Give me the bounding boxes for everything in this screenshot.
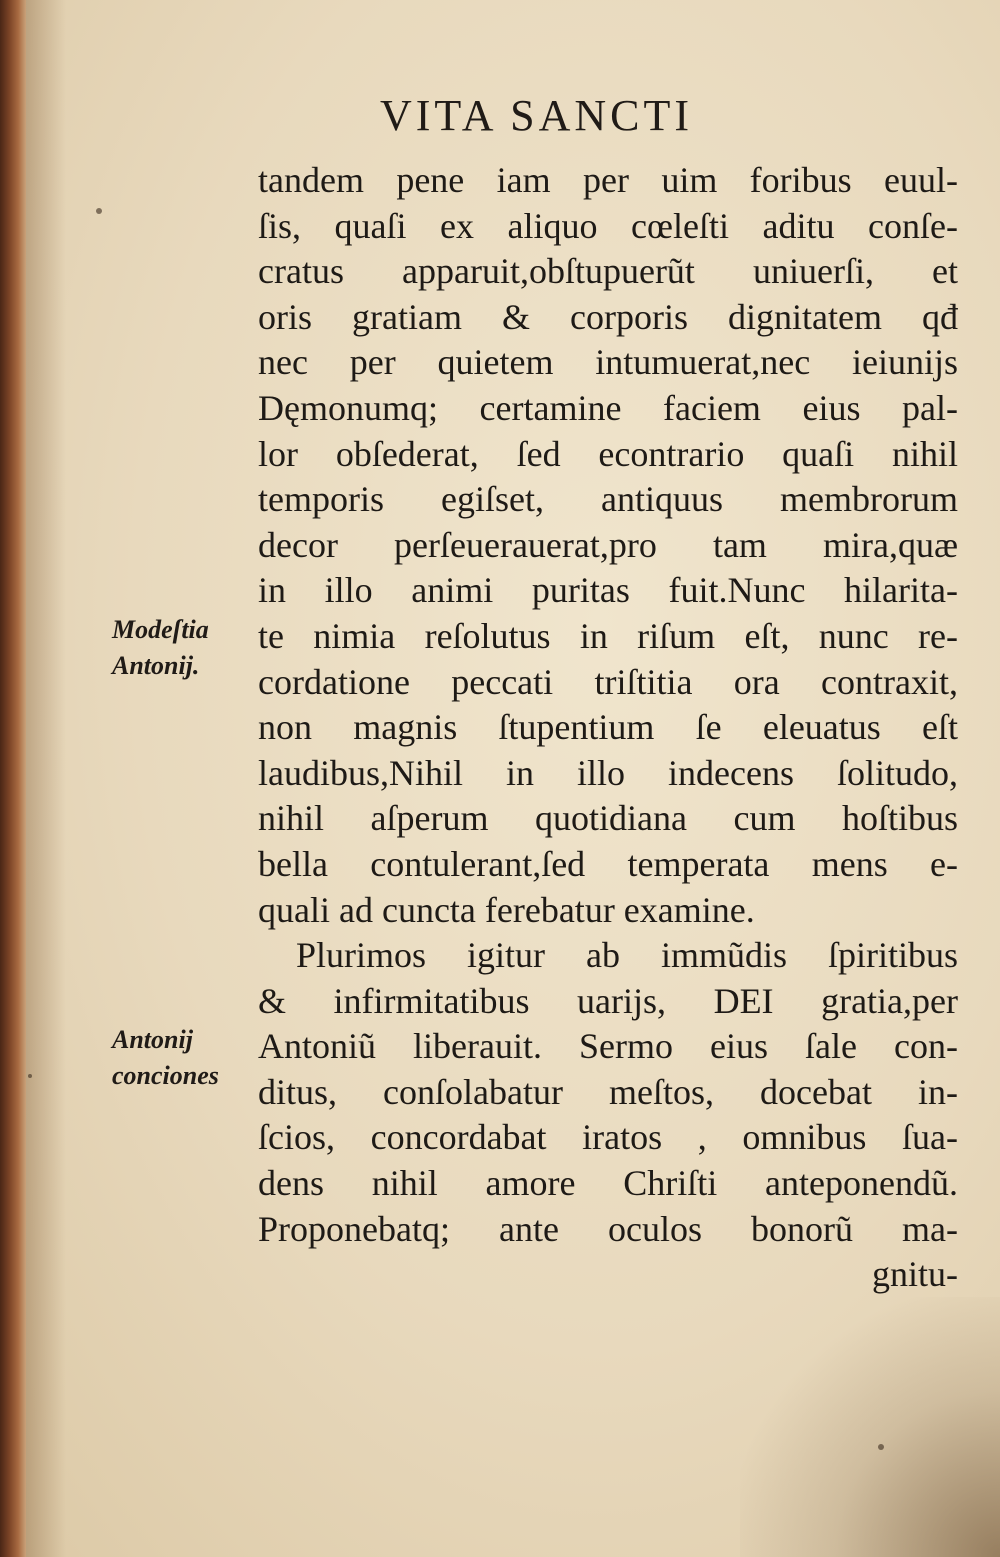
text-line: dens nihil amore Chriſti anteponendũ.	[258, 1163, 958, 1204]
text-line: in illo animi puritas fuit.Nunc hilarita-	[258, 570, 958, 611]
text-line: Antoniũ liberauit. Sermo eius ſale con-	[258, 1026, 958, 1067]
text-line: ſcios, concordabat iratos , omnibus ſua-	[258, 1117, 958, 1158]
book-binding	[0, 0, 26, 1557]
text-line: oris gratiam & corporis dignitatem qđ	[258, 296, 958, 337]
text-line: tandem pene iam per uim foribus euul-	[258, 160, 958, 200]
ink-speck	[28, 1074, 32, 1078]
marginal-note-line: conciones	[112, 1061, 219, 1090]
ink-speck	[878, 1444, 884, 1450]
text-line: nihil aſperum quotidiana cum hoſtibus	[258, 798, 958, 839]
gutter-shadow	[26, 0, 66, 1557]
text-line: nec per quietem intumuerat,nec ieiunijs	[258, 342, 958, 383]
text-line: ditus, conſolabatur meſtos, docebat in-	[258, 1071, 958, 1112]
text-line: te nimia reſolutus in riſum eſt, nunc re-	[258, 615, 958, 656]
text-line: ſis, quaſi ex aliquo cœleſti aditu conſe-	[258, 205, 958, 246]
text-line: non magnis ſtupentium ſe eleuatus eſt	[258, 707, 958, 748]
running-head: VITA SANCTI	[380, 91, 694, 140]
text-line: lor obſederat, ſed econtrario quaſi nihil	[258, 433, 958, 474]
text-line: Dęmonumq; certamine faciem eius pal-	[258, 387, 958, 428]
marginal-note-line: Antonij.	[112, 651, 200, 680]
marginal-note-line: Modeſtia	[112, 615, 209, 644]
marginal-note-line: Antonij	[112, 1025, 193, 1054]
ink-speck	[96, 208, 102, 214]
text-line: decor perſeuerauerat,pro tam mira,quæ	[258, 524, 958, 565]
text-line: cordatione peccati triſtitia ora contraxit,	[258, 661, 958, 702]
marginal-note-conciones	[112, 1022, 252, 1094]
text-line: & infirmitatibus uarijs, DEI gratia,per	[258, 980, 958, 1021]
text-line: Plurimos igitur ab immũdis ſpiritibus	[296, 935, 958, 976]
text-line: Proponebatq; ante oculos bonorũ ma-	[258, 1208, 958, 1249]
text-line: cratus apparuit,obſtupuerũt uniuerſi, et	[258, 251, 958, 292]
text-line: laudibus,Nihil in illo indecens ſolitudo,	[258, 752, 958, 793]
main-text-block	[258, 158, 958, 1298]
catchword: gnitu-	[872, 1254, 958, 1295]
page-corner-shade	[740, 1297, 1000, 1557]
marginal-note-modestia	[112, 612, 252, 684]
text-line: quali ad cuncta ferebatur examine.	[258, 889, 755, 930]
text-line: bella contulerant,ſed temperata mens e-	[258, 843, 958, 884]
text-line: temporis egiſset, antiquus membrorum	[258, 479, 958, 520]
